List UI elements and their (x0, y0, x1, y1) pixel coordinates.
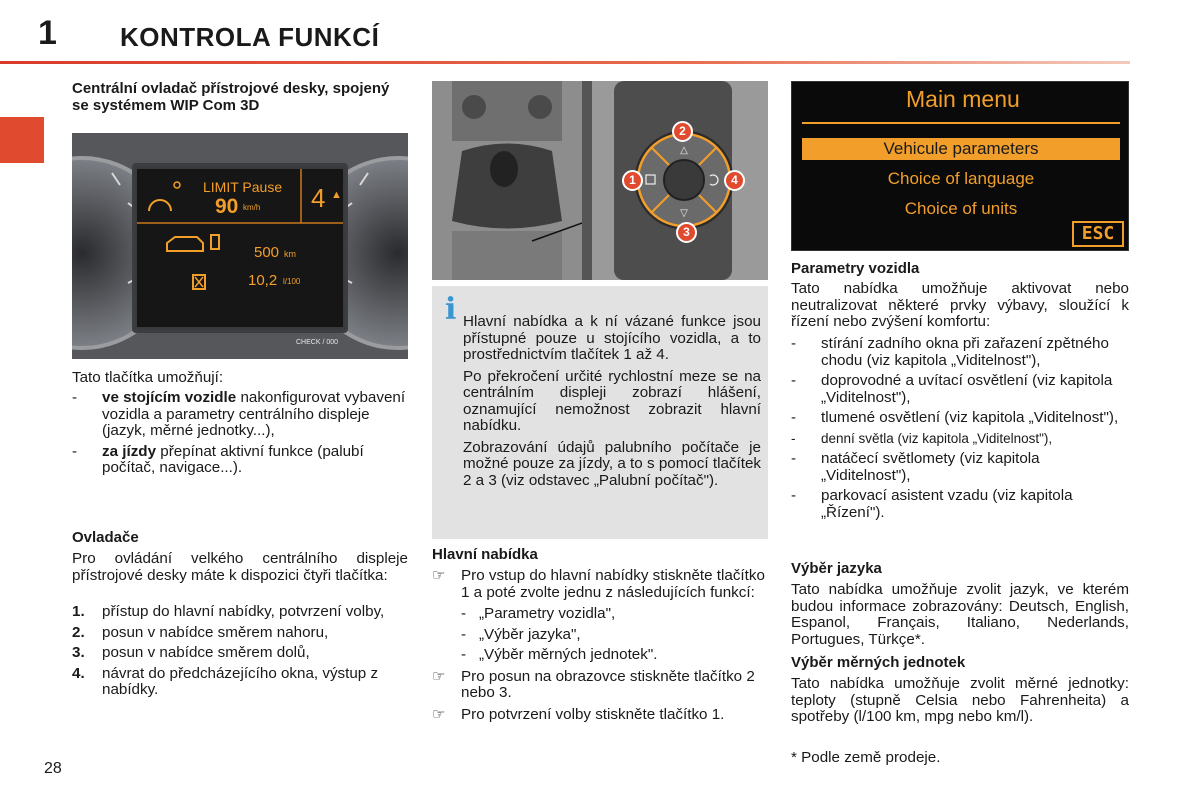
language-text: Tato nabídka umožňuje zvolit jazyk, ve kterém budou informace zobrazovány: Deutsch, English, Espanol, Français, Italiano, Nederlands, Portugues, Türkçe*. (791, 581, 1129, 648)
list-item: 2. posun v nabídce směrem nahoru, (72, 623, 329, 641)
list-item: 1. přístup do hlavní nabídky, potvrzení volby, (72, 603, 385, 620)
menu-item-units: Choice of units (904, 199, 1018, 218)
controls-heading: Ovladače (72, 529, 139, 546)
list-item: ☞ Pro potvrzení volby stiskněte tlačítko 1. (432, 705, 725, 723)
list-item: ☞ Pro posun na obrazovce stiskněte tlačítko 2 nebo 3. (432, 667, 755, 701)
button-3-callout: 3 (676, 222, 697, 243)
page-number: 28 (44, 760, 62, 777)
menu-title: Main menu (906, 86, 1020, 112)
button-4-callout: 4 (724, 170, 745, 191)
speed-value: 90 (215, 195, 239, 218)
console-image (432, 81, 768, 280)
vehicle-params-list (791, 336, 1129, 521)
list-item: - denní světla (viz kapitola „Viditelnost"), (791, 430, 1053, 446)
page-title: KONTROLA FUNKCÍ (120, 22, 380, 52)
header-rule (0, 61, 1130, 64)
controls-list (72, 604, 408, 699)
list-item: - „Parametry vozidla", (461, 605, 616, 622)
options-list (432, 606, 768, 664)
list-item: 4. návrat do předcházejícího okna, výstup z nabídky. (72, 664, 379, 698)
chapter-number: 1 (38, 14, 57, 52)
center-console-illustration (432, 81, 768, 280)
menu-item-vehicle-parameters: Vehicule parameters (802, 138, 1120, 160)
list-item: - doprovodné a uvítací osvětlení (viz kapitola „Viditelnost"), (791, 372, 1113, 406)
main-menu-display (791, 81, 1129, 251)
svg-text:▽: ▽ (680, 208, 688, 219)
units-text: Tato nabídka umožňuje zvolit měrné jednotky: teploty (stupně Celsia nebo Fahrenheita) a spotřeby (l/100 km, mpg nebo km/l). (791, 675, 1129, 725)
vehicle-params-heading: Parametry vozidla (791, 260, 920, 277)
controls-intro: Pro ovládání velkého centrálního displeje přístrojové desky máte k dispozici čtyři tlačítka: (72, 550, 408, 584)
menu-divider (802, 122, 1120, 124)
section-heading: Centrální ovladač přístrojové desky, spojený se systémem WIP Com 3D (72, 80, 390, 114)
range-unit: km (284, 249, 296, 259)
list-item: 3. posun v nabídce směrem dolů, (72, 644, 310, 661)
info-text (463, 314, 761, 494)
info-icon: i (445, 292, 457, 327)
consumption-unit: l/100 (283, 277, 301, 286)
list-item: - „Výběr jazyka", (461, 625, 581, 643)
list-item: - stírání zadního okna při zařazení zpětného chodu (viz kapitola „Viditelnost"), (791, 335, 1109, 369)
info-box (432, 286, 768, 539)
dashboard-image (72, 133, 408, 359)
svg-text:△: △ (680, 145, 688, 156)
dashboard-display (135, 167, 345, 329)
menu-item-language: Choice of language (887, 169, 1035, 188)
range-value: 500 (254, 244, 280, 261)
footnote: * Podle země prodeje. (791, 749, 941, 766)
info-paragraph: Po překročení určité rychlostní meze se na centrálním displeji zobrazí hlášení, oznamující nemožnost zobrazit hlavní nabídku. (463, 367, 761, 434)
gear-up-icon: ▲ (331, 189, 342, 201)
main-menu-steps (432, 568, 768, 723)
buttons-intro: Tato tlačítka umožňují: (72, 369, 224, 386)
list-item: - parkovací asistent vzadu (viz kapitola „Řízení"). (791, 487, 1073, 521)
mode-list (72, 390, 408, 477)
consumption-value: 10,2 (248, 272, 278, 289)
info-paragraph: Zobrazování údajů palubního počítače je možné pouze za jízdy, a to s pomocí tlačítek 2 a 3 (viz odstavec „Palubní počítač"). (463, 438, 761, 489)
list-item: ☞ Pro vstup do hlavní nabídky stiskněte tlačítko 1 a poté zvolte jednu z následujících funkcí: (432, 567, 765, 601)
list-item: - „Výběr měrných jednotek". (461, 646, 658, 663)
chapter-tab (0, 117, 44, 163)
list-item: - natáčecí světlomety (viz kapitola „Viditelnost"), (791, 450, 1040, 484)
list-item: - za jízdy přepínat aktivní funkce (palubí počítač, navigace...). (72, 442, 364, 476)
main-menu-heading: Hlavní nabídka (432, 546, 538, 563)
button-2-callout: 2 (672, 121, 693, 142)
units-heading: Výběr měrných jednotek (791, 654, 966, 671)
check-button-label: CHECK / 000 (296, 339, 339, 346)
language-heading: Výběr jazyka (791, 560, 882, 577)
vehicle-params-intro: Tato nabídka umožňuje aktivovat nebo neutralizovat některé prvky výbavy, sloužící k řízení nebo zvýšení komfortu: (791, 280, 1129, 330)
esc-label: ESC (1072, 221, 1124, 247)
info-paragraph: Hlavní nabídka a k ní vázané funkce jsou přístupné pouze u stojícího vozidla, a to prostřednictvím tlačítek 1 až 4. (463, 313, 761, 363)
gear-indicator: 4 (311, 183, 326, 213)
list-item: - tlumené osvětlení (viz kapitola „Viditelnost"), (791, 409, 1119, 426)
limit-pause-label: LIMIT Pause (203, 179, 283, 195)
speed-unit: km/h (243, 203, 261, 212)
list-item: - ve stojícím vozidle nakonfigurovat vybavení vozidla a parametry centrálního displeje (jazyk, měrné jednotky...), (72, 389, 406, 439)
button-1-callout: 1 (622, 170, 643, 191)
